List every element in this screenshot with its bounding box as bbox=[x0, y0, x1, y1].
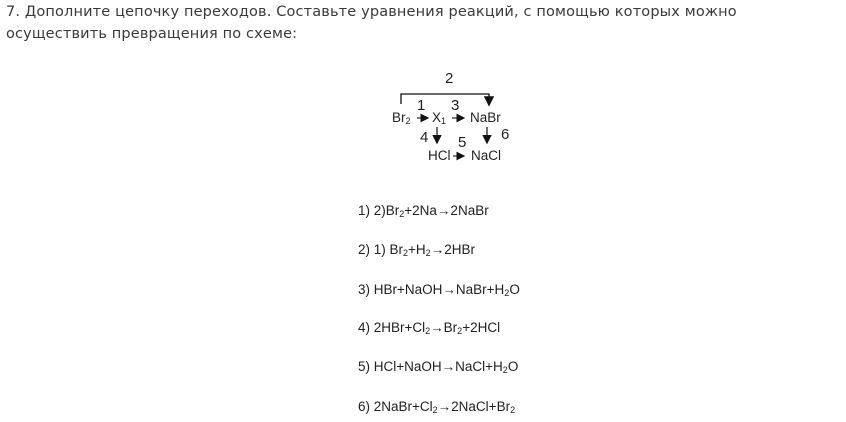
substance-br2: $Br_2$ bbox=[392, 110, 411, 126]
step-number-1: 1 bbox=[417, 97, 426, 114]
equation-1: 1) $2)Br_2+2Na\to 2NaBr$ bbox=[358, 203, 489, 219]
equation-4: 4) $2HBr+Cl_2\to Br_2+2HCl$ bbox=[358, 320, 501, 336]
step-number-4: 4 bbox=[420, 129, 429, 146]
equation-3: 3) $HBr+NaOH\to NaBr+H_2O$ bbox=[358, 282, 520, 298]
substance-x1: $X_1$ bbox=[432, 110, 447, 126]
step-number-6: 6 bbox=[501, 126, 510, 143]
step-number-5: 5 bbox=[458, 134, 467, 151]
bracket-arrow-2 bbox=[401, 94, 489, 104]
transformation-scheme bbox=[388, 68, 538, 168]
step-number-2: 2 bbox=[445, 70, 454, 87]
equation-5: 5) $HCl+NaOH\to NaCl+H_2O$ bbox=[358, 359, 519, 375]
substance-nabr: NaBr bbox=[470, 110, 501, 125]
equation-2: 2) 1) $Br_2+H_2\to 2HBr$ bbox=[358, 242, 475, 258]
substance-nacl: NaCl bbox=[471, 148, 502, 163]
equation-6: 6) $2NaBr+Cl_2\to 2NaCl+Br_2$ bbox=[358, 399, 516, 415]
substance-hcl: HCl bbox=[428, 148, 451, 163]
step-number-3: 3 bbox=[451, 97, 460, 114]
task-text: 7. Дополните цепочку переходов. Составьте уравнения реакций, с помощью которых можно осуществить превращения по схеме: bbox=[6, 4, 737, 42]
